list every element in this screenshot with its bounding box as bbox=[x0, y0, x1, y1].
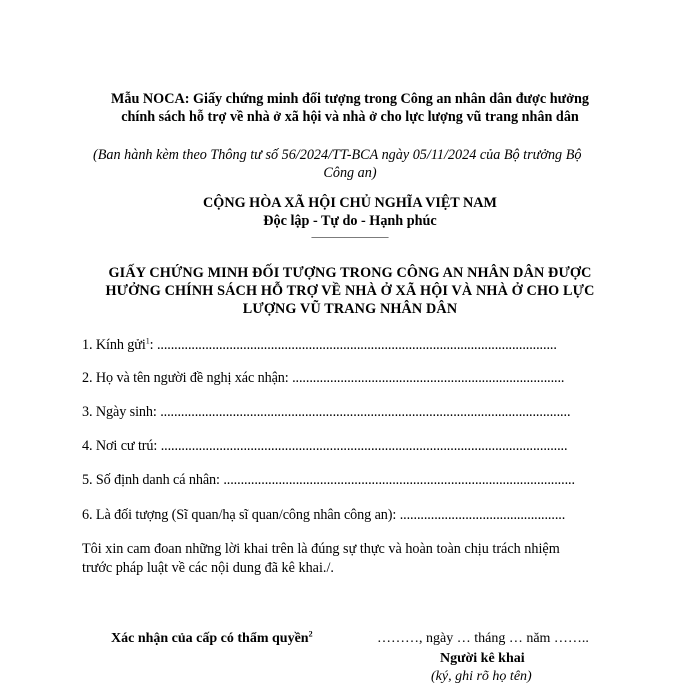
declaration-line-1: Tôi xin cam đoan những lời khai trên là đúng sự thực và hoàn toàn chịu trách nhiệm bbox=[82, 541, 560, 557]
issued-by-line-2: Công an) bbox=[323, 165, 377, 181]
declaration-line-2: trước pháp luật về các nội dung đã kê khai./. bbox=[82, 560, 334, 576]
field-recipient bbox=[82, 336, 557, 354]
form-title-line-1: Mẫu NOCA: Giấy chứng minh đối tượng trong Công an nhân dân được hưởng bbox=[111, 91, 589, 107]
document-title-line-2: HƯỞNG CHÍNH SÁCH HỖ TRỢ VỀ NHÀ Ở XÃ HỘI VÀ NHÀ Ở CHO LỰC bbox=[105, 283, 595, 299]
field-full-name bbox=[82, 369, 564, 387]
field-fill-dots[interactable]: : .................................................................................................................... bbox=[149, 337, 557, 353]
country-name: CỘNG HÒA XÃ HỘI CHỦ NGHĨA VIỆT NAM bbox=[203, 195, 497, 211]
field-label: 6. Là đối tượng (Sĩ quan/hạ sĩ quan/công nhân công an): bbox=[82, 507, 400, 523]
form-title-line-2: chính sách hỗ trợ về nhà ở xã hội và nhà ở cho lực lượng vũ trang nhân dân bbox=[121, 109, 579, 125]
field-fill-dots[interactable]: ................................................ bbox=[399, 507, 566, 523]
issued-by-line-1: (Ban hành kèm theo Thông tư số 56/2024/TT-BCA ngày 05/11/2024 của Bộ trưởng Bộ bbox=[93, 147, 582, 163]
heading-divider: ______________ bbox=[311, 227, 389, 239]
field-personal-id bbox=[82, 471, 575, 489]
field-fill-dots[interactable]: ............................................................................... bbox=[292, 370, 565, 386]
document-title-line-1: GIẤY CHỨNG MINH ĐỐI TƯỢNG TRONG CÔNG AN NHÂN DÂN ĐƯỢC bbox=[108, 265, 592, 281]
field-subject-type bbox=[82, 506, 565, 524]
footnote-marker: 2 bbox=[308, 629, 313, 639]
field-residence bbox=[82, 437, 567, 455]
national-motto: Độc lập - Tự do - Hạnh phúc bbox=[263, 213, 437, 229]
declarant-signature-note: (ký, ghi rõ họ tên) bbox=[431, 669, 532, 684]
footnote-marker: 1 bbox=[145, 336, 150, 346]
field-label: 5. Số định danh cá nhân: bbox=[82, 472, 224, 488]
date-line: ………, ngày … tháng … năm …….. bbox=[377, 631, 589, 646]
declarant-label: Người kê khai bbox=[440, 651, 525, 666]
field-label: 2. Họ và tên người đề nghị xác nhận: bbox=[82, 370, 293, 386]
field-label: 4. Nơi cư trú: bbox=[82, 438, 161, 454]
field-date-of-birth bbox=[82, 403, 570, 421]
field-fill-dots[interactable]: ....................................................................................................................... bbox=[160, 404, 571, 420]
field-label: 1. Kính gửi bbox=[82, 337, 146, 353]
field-fill-dots[interactable]: ...................................................................................................... bbox=[223, 472, 575, 488]
field-fill-dots[interactable]: ...................................................................................................................... bbox=[160, 438, 568, 454]
field-label: 3. Ngày sinh: bbox=[82, 404, 161, 420]
document-title-line-3: LƯỢNG VŨ TRANG NHÂN DÂN bbox=[242, 301, 458, 317]
authority-confirmation-label: Xác nhận của cấp có thẩm quyền$^2$ bbox=[111, 629, 313, 646]
